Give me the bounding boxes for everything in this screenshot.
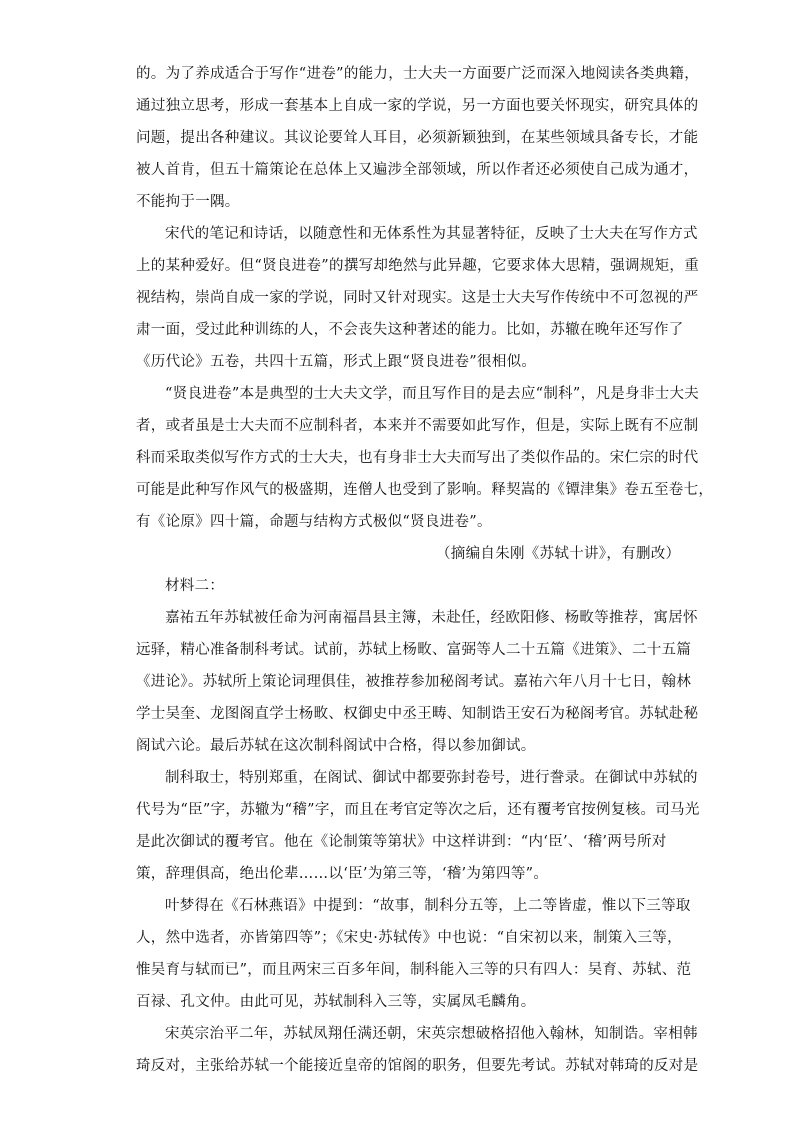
paragraph-first-line: “贤良进卷”本是典型的士大夫文学，而且写作目的是去应“制科”，凡是身非士大夫 [165, 386, 700, 402]
text-line: 阁试六论。最后苏轼在这次制科阁试中合格，得以参加御试。 [136, 738, 536, 754]
paragraph-first-line: 叶梦得在《石林燕语》中提到：“故事，制科分五等，上二等皆虚，惟以下三等取 [165, 898, 691, 914]
text-line: 惟吴育与轼而已”，而且两宋三百多年间，制科能入三等的只有四人：吴育、苏轼、范 [136, 962, 692, 978]
text-line: 是此次御试的覆考官。他在《论制策等第状》中这样讲到：“内‘臣’、‘稽’两号所对 [136, 834, 667, 850]
text-line: 通过独立思考，形成一套基本上自成一家的学说，另一方面也要关怀现实，研究具体的 [136, 98, 699, 114]
text-line: 人，然中选者，亦皆第四等”；《宋史·苏轼传》中也说：“自宋初以来，制策入三等， [136, 930, 682, 946]
text-line: 远驿，精心准备制科考试。试前，苏轼上杨畋、富弼等人二十五篇《进策》、二十五篇 [136, 642, 692, 658]
text-line: 者，或者虽是士大夫而不应制科者，本来并不需要如此写作，但是，实际上既有不应制 [136, 418, 699, 434]
text-line: 不能拘于一隅。 [136, 194, 240, 210]
text-line: 《历代论》五卷，共四十五篇，形式上跟“贤良进卷”很相似。 [136, 354, 537, 370]
text-line: 被人首肯，但五十篇策论在总体上又遍涉全部领域，所以作者还必须使自己成为通才， [136, 162, 699, 178]
text-line: 策，辞理俱高，绝出伦辈……以‘臣’为第三等，‘稽’为第四等”。 [136, 866, 549, 882]
text-line: 上的某种爱好。但“贤良进卷”的撰写却绝然与此异趣，它要求体大思精，强调规矩，重 [136, 258, 700, 274]
section-heading: 材料二： [165, 578, 225, 594]
text-line: 学士吴奎、龙图阁直学士杨畋、权御史中丞王畴、知制诰王安石为秘阁考官。苏轼赴秘 [136, 706, 699, 722]
text-line: 视结构，崇尚自成一家的学说，同时又针对现实。这是士大夫写作传统中不可忽视的严 [136, 290, 699, 306]
text-line: 的。为了养成适合于写作“进卷”的能力，士大夫一方面要广泛而深入地阅读各类典籍， [136, 66, 700, 82]
text-line: 问题，提出各种建议。其议论要耸人耳目，必须新颖独到，在某些领域具备专长，才能 [136, 130, 699, 146]
paragraph-first-line: 嘉祐五年苏轼被任命为河南福昌县主簿，未赴任，经欧阳修、杨畋等推荐，寓居怀 [165, 610, 698, 626]
paragraph-first-line: 宋英宗治平二年，苏轼凤翔任满还朝，宋英宗想破格招他入翰林，知制诰。宰相韩 [165, 1026, 698, 1042]
text-line: 科而采取类似写作方式的士大夫，也有身非士大夫而写出了类似作品的。宋仁宗的时代 [136, 450, 699, 466]
text-line: 肃一面，受过此种训练的人，不会丧失这种著述的能力。比如，苏辙在晚年还写作了 [136, 322, 684, 338]
text-line: 可能是此种写作风气的极盛期，连僧人也受到了影响。释契嵩的《镡津集》卷五至卷七， [136, 482, 714, 498]
text-line: 有《论原》四十篇，命题与结构方式极似“贤良进卷”。 [136, 514, 492, 530]
text-line: 《进论》。苏轼所上策论词理俱佳，被推荐参加秘阁考试。嘉祐六年八月十七日，翰林 [136, 674, 692, 690]
source-citation: （摘编自朱刚《苏轼十讲》，有删改） [436, 546, 681, 562]
paragraph-first-line: 制科取士，特别郑重，在阁试、御试中都要弥封卷号，进行誊录。在御试中苏轼的 [165, 770, 698, 786]
text-line: 琦反对，主张给苏轼一个能接近皇帝的馆阁的职务，但要先考试。苏轼对韩琦的反对是 [136, 1058, 699, 1074]
text-line: 代号为“臣”字，苏辙为“稽”字，而且在考官定等次之后，还有覆考官按例复核。司马光 [136, 802, 700, 818]
text-line: 百禄、孔文仲。由此可见，苏轼制科入三等，实属凤毛麟角。 [136, 994, 536, 1010]
paragraph-first-line: 宋代的笔记和诗话，以随意性和无体系性为其显著特征，反映了士大夫在写作方式 [165, 226, 698, 242]
